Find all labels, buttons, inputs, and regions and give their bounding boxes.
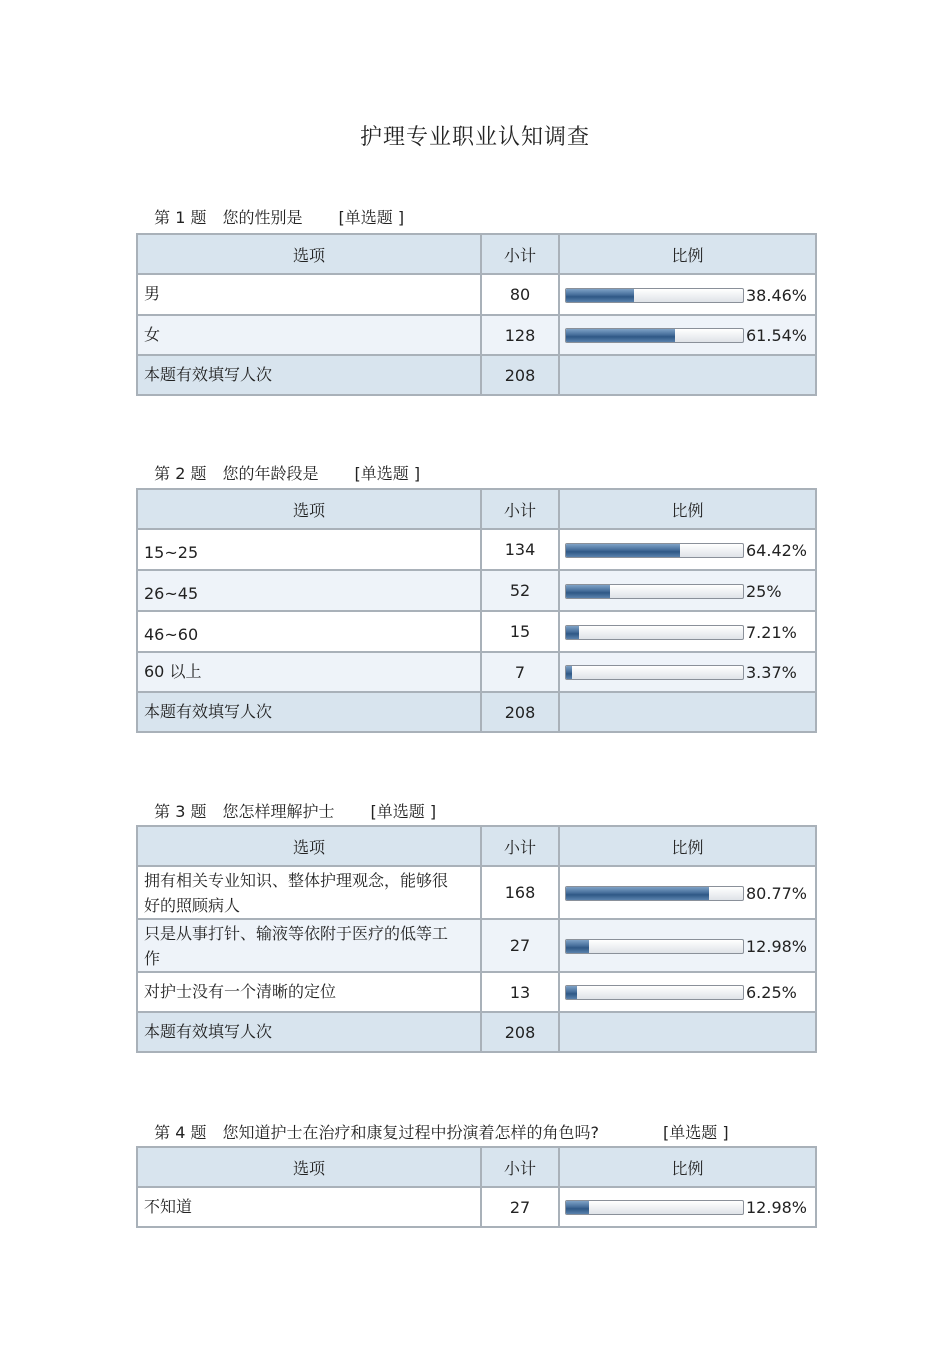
- option-percent: 64.42%: [746, 540, 808, 560]
- question-number: 第 2 题: [154, 464, 207, 483]
- header-ratio: 比例: [559, 826, 816, 866]
- question-type: [单选题 ]: [338, 208, 405, 227]
- option-ratio: [559, 611, 816, 652]
- question-2-table: [136, 488, 817, 733]
- progress-fill: [566, 666, 572, 679]
- header-ratio: 比例: [559, 489, 816, 529]
- progress-bar: [565, 939, 744, 954]
- total-label: 本题有效填写人次: [137, 355, 481, 395]
- total-row: [137, 1012, 816, 1052]
- progress-fill: [566, 289, 634, 302]
- header-count: 小计: [481, 1147, 559, 1187]
- header-count: 小计: [481, 826, 559, 866]
- question-4-table: [136, 1146, 817, 1228]
- question-3-heading: [144, 780, 436, 822]
- header-option: 选项: [137, 1147, 481, 1187]
- header-option: 选项: [137, 826, 481, 866]
- question-2-heading: [144, 442, 420, 484]
- option-percent: 12.98%: [746, 936, 808, 956]
- progress-bar: [565, 1200, 744, 1215]
- option-count: 27: [481, 919, 559, 972]
- question-text: 您怎样理解护士: [222, 802, 335, 821]
- question-type: [单选题 ]: [354, 464, 421, 483]
- option-label: 46~60: [137, 611, 481, 652]
- total-label: 本题有效填写人次: [137, 1012, 481, 1052]
- progress-bar: [565, 328, 744, 343]
- table-row: [137, 652, 816, 692]
- table-row: [137, 919, 816, 972]
- progress-bar: [565, 584, 744, 599]
- option-label: 只是从事打针、输液等依附于医疗的低等工作: [137, 919, 481, 972]
- progress-fill: [566, 585, 610, 598]
- progress-fill: [566, 887, 709, 900]
- option-percent: 25%: [746, 581, 782, 601]
- question-text: 您的性别是: [222, 208, 303, 227]
- option-label: 拥有相关专业知识、整体护理观念，能够很好的照顾病人: [137, 866, 481, 919]
- header-option: 选项: [137, 234, 481, 274]
- option-count: 128: [481, 315, 559, 355]
- progress-bar: [565, 625, 744, 640]
- table-header-row: [137, 1147, 816, 1187]
- option-ratio: [559, 529, 816, 570]
- progress-bar: [565, 886, 744, 901]
- header-count: 小计: [481, 489, 559, 529]
- header-ratio: 比例: [559, 1147, 816, 1187]
- question-1-table: [136, 233, 817, 396]
- progress-bar: [565, 288, 744, 303]
- option-label: 60 以上: [137, 652, 481, 692]
- total-label: 本题有效填写人次: [137, 692, 481, 732]
- progress-fill: [566, 986, 577, 999]
- option-ratio: [559, 652, 816, 692]
- page-title: 护理专业职业认知调查: [359, 125, 590, 150]
- table-header-row: [137, 489, 816, 529]
- table-row: [137, 1187, 816, 1227]
- question-type: [单选题 ]: [663, 1123, 729, 1142]
- total-empty: [559, 692, 816, 732]
- question-text: 您的年龄段是: [222, 464, 319, 483]
- option-percent: 38.46%: [746, 285, 808, 305]
- option-count: 13: [481, 972, 559, 1012]
- option-percent: 3.37%: [746, 663, 797, 682]
- option-ratio: [559, 919, 816, 972]
- option-count: 80: [481, 274, 559, 315]
- progress-fill: [566, 626, 579, 639]
- table-row: [137, 570, 816, 611]
- option-count: 7: [481, 652, 559, 692]
- header-ratio: 比例: [559, 234, 816, 274]
- progress-fill: [566, 329, 675, 342]
- question-number: 第 1 题: [154, 208, 207, 227]
- option-ratio: [559, 1187, 816, 1227]
- total-row: [137, 355, 816, 395]
- total-count: 208: [481, 692, 559, 732]
- option-ratio: [559, 972, 816, 1012]
- option-label: 不知道: [137, 1187, 481, 1227]
- option-percent: 6.25%: [746, 983, 797, 1002]
- option-label: 男: [137, 274, 481, 315]
- header-option: 选项: [137, 489, 481, 529]
- total-count: 208: [481, 355, 559, 395]
- option-label: 女: [137, 315, 481, 355]
- option-ratio: [559, 570, 816, 611]
- table-header-row: [137, 826, 816, 866]
- option-count: 52: [481, 570, 559, 611]
- progress-fill: [566, 1201, 589, 1214]
- question-4-heading: [144, 1101, 729, 1143]
- total-empty: [559, 1012, 816, 1052]
- question-number: 第 3 题: [154, 802, 207, 821]
- option-percent: 12.98%: [746, 1198, 808, 1217]
- option-ratio: [559, 274, 816, 315]
- total-count: 208: [481, 1012, 559, 1052]
- progress-bar: [565, 543, 744, 558]
- option-percent: 7.21%: [746, 622, 797, 642]
- table-row: [137, 529, 816, 570]
- table-row: [137, 274, 816, 315]
- progress-bar: [565, 985, 744, 1000]
- option-percent: 61.54%: [746, 326, 808, 345]
- option-label: 15~25: [137, 529, 481, 570]
- option-ratio: [559, 866, 816, 919]
- question-type: [单选题 ]: [370, 802, 437, 821]
- table-row: [137, 611, 816, 652]
- total-row: [137, 692, 816, 732]
- header-count: 小计: [481, 234, 559, 274]
- option-ratio: [559, 315, 816, 355]
- option-count: 134: [481, 529, 559, 570]
- total-empty: [559, 355, 816, 395]
- table-row: [137, 972, 816, 1012]
- progress-fill: [566, 544, 680, 557]
- progress-fill: [566, 940, 589, 953]
- question-1-heading: [144, 186, 404, 228]
- table-row: [137, 866, 816, 919]
- question-number: 第 4 题: [154, 1123, 207, 1142]
- option-label: 26~45: [137, 570, 481, 611]
- progress-bar: [565, 665, 744, 680]
- option-count: 15: [481, 611, 559, 652]
- option-percent: 80.77%: [746, 883, 808, 903]
- question-3-table: [136, 825, 817, 1053]
- table-header-row: [137, 234, 816, 274]
- question-text: 您知道护士在治疗和康复过程中扮演着怎样的角色吗?: [222, 1123, 600, 1142]
- option-count: 27: [481, 1187, 559, 1227]
- table-row: [137, 315, 816, 355]
- option-label: 对护士没有一个清晰的定位: [137, 972, 481, 1012]
- option-count: 168: [481, 866, 559, 919]
